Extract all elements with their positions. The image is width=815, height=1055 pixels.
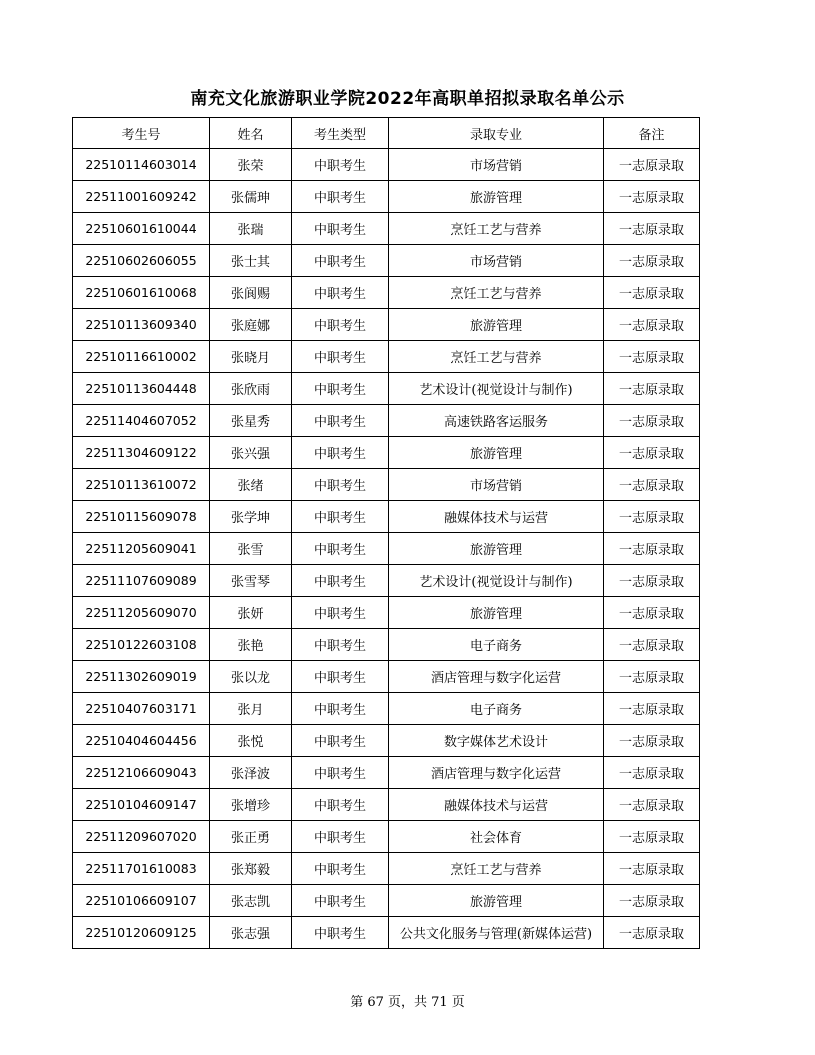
major-cell: 高速铁路客运服务: [389, 405, 604, 437]
table-row: [73, 213, 700, 245]
name-cell: 张荣: [210, 149, 292, 181]
exam-number-cell: 22511701610083: [73, 853, 210, 885]
table-row: [73, 885, 700, 917]
candidate-type-cell: 中职考生: [292, 885, 389, 917]
name-cell: 张欣雨: [210, 373, 292, 405]
exam-number-cell: 22511205609041: [73, 533, 210, 565]
candidate-type-cell: 中职考生: [292, 341, 389, 373]
table-row: [73, 469, 700, 501]
name-cell: 张月: [210, 693, 292, 725]
table-row: [73, 437, 700, 469]
exam-number-cell: 22510113609340: [73, 309, 210, 341]
name-cell: 张雪琴: [210, 565, 292, 597]
remarks-cell: 一志原录取: [604, 629, 700, 661]
name-cell: 张晓月: [210, 341, 292, 373]
name-cell: 张阆赐: [210, 277, 292, 309]
header-major: 录取专业: [389, 118, 604, 149]
header-remarks: 备注: [604, 118, 700, 149]
table-row: [73, 245, 700, 277]
table-row: [73, 149, 700, 181]
exam-number-cell: 22512106609043: [73, 757, 210, 789]
remarks-cell: 一志原录取: [604, 821, 700, 853]
exam-number-cell: 22511205609070: [73, 597, 210, 629]
name-cell: 张瑞: [210, 213, 292, 245]
name-cell: 张志凯: [210, 885, 292, 917]
table-row: [73, 341, 700, 373]
major-cell: 公共文化服务与管理(新媒体运营): [389, 917, 604, 949]
remarks-cell: 一志原录取: [604, 341, 700, 373]
table-row: [73, 725, 700, 757]
remarks-cell: 一志原录取: [604, 309, 700, 341]
major-cell: 旅游管理: [389, 309, 604, 341]
major-cell: 酒店管理与数字化运营: [389, 661, 604, 693]
exam-number-cell: 22510404604456: [73, 725, 210, 757]
name-cell: 张雪: [210, 533, 292, 565]
remarks-cell: 一志原录取: [604, 565, 700, 597]
header-candidate-type: 考生类型: [292, 118, 389, 149]
major-cell: 烹饪工艺与营养: [389, 277, 604, 309]
remarks-cell: 一志原录取: [604, 693, 700, 725]
admission-table: [72, 117, 700, 949]
candidate-type-cell: 中职考生: [292, 533, 389, 565]
table-row: [73, 629, 700, 661]
major-cell: 烹饪工艺与营养: [389, 853, 604, 885]
major-cell: 艺术设计(视觉设计与制作): [389, 373, 604, 405]
table-row: [73, 181, 700, 213]
remarks-cell: 一志原录取: [604, 469, 700, 501]
remarks-cell: 一志原录取: [604, 917, 700, 949]
candidate-type-cell: 中职考生: [292, 437, 389, 469]
table-row: [73, 405, 700, 437]
remarks-cell: 一志原录取: [604, 277, 700, 309]
exam-number-cell: 22510115609078: [73, 501, 210, 533]
table-row: [73, 853, 700, 885]
exam-number-cell: 22510116610002: [73, 341, 210, 373]
major-cell: 旅游管理: [389, 885, 604, 917]
table-row: [73, 757, 700, 789]
exam-number-cell: 22510601610068: [73, 277, 210, 309]
remarks-cell: 一志原录取: [604, 661, 700, 693]
major-cell: 融媒体技术与运营: [389, 789, 604, 821]
exam-number-cell: 22510602606055: [73, 245, 210, 277]
candidate-type-cell: 中职考生: [292, 149, 389, 181]
exam-number-cell: 22510114603014: [73, 149, 210, 181]
table-row: [73, 309, 700, 341]
table-row: [73, 501, 700, 533]
table-row: [73, 597, 700, 629]
remarks-cell: 一志原录取: [604, 405, 700, 437]
exam-number-cell: 22511107609089: [73, 565, 210, 597]
candidate-type-cell: 中职考生: [292, 789, 389, 821]
candidate-type-cell: 中职考生: [292, 661, 389, 693]
major-cell: 数字媒体艺术设计: [389, 725, 604, 757]
exam-number-cell: 22510122603108: [73, 629, 210, 661]
remarks-cell: 一志原录取: [604, 437, 700, 469]
exam-number-cell: 22511304609122: [73, 437, 210, 469]
candidate-type-cell: 中职考生: [292, 629, 389, 661]
major-cell: 市场营销: [389, 469, 604, 501]
candidate-type-cell: 中职考生: [292, 277, 389, 309]
table-row: [73, 821, 700, 853]
name-cell: 张绪: [210, 469, 292, 501]
candidate-type-cell: 中职考生: [292, 181, 389, 213]
name-cell: 张泽波: [210, 757, 292, 789]
remarks-cell: 一志原录取: [604, 149, 700, 181]
candidate-type-cell: 中职考生: [292, 469, 389, 501]
candidate-type-cell: 中职考生: [292, 405, 389, 437]
table-row: [73, 789, 700, 821]
candidate-type-cell: 中职考生: [292, 373, 389, 405]
candidate-type-cell: 中职考生: [292, 501, 389, 533]
major-cell: 酒店管理与数字化运营: [389, 757, 604, 789]
major-cell: 旅游管理: [389, 437, 604, 469]
exam-number-cell: 22510601610044: [73, 213, 210, 245]
table-header-row: [73, 118, 700, 149]
exam-number-cell: 22510113604448: [73, 373, 210, 405]
exam-number-cell: 22510113610072: [73, 469, 210, 501]
remarks-cell: 一志原录取: [604, 213, 700, 245]
name-cell: 张儒珅: [210, 181, 292, 213]
name-cell: 张妍: [210, 597, 292, 629]
name-cell: 张星秀: [210, 405, 292, 437]
exam-number-cell: 22510106609107: [73, 885, 210, 917]
major-cell: 社会体育: [389, 821, 604, 853]
remarks-cell: 一志原录取: [604, 373, 700, 405]
name-cell: 张兴强: [210, 437, 292, 469]
remarks-cell: 一志原录取: [604, 853, 700, 885]
header-exam-number: 考生号: [73, 118, 210, 149]
name-cell: 张增珍: [210, 789, 292, 821]
exam-number-cell: 22510120609125: [73, 917, 210, 949]
remarks-cell: 一志原录取: [604, 245, 700, 277]
major-cell: 市场营销: [389, 149, 604, 181]
name-cell: 张悦: [210, 725, 292, 757]
candidate-type-cell: 中职考生: [292, 565, 389, 597]
candidate-type-cell: 中职考生: [292, 821, 389, 853]
table-row: [73, 693, 700, 725]
major-cell: 电子商务: [389, 693, 604, 725]
candidate-type-cell: 中职考生: [292, 213, 389, 245]
candidate-type-cell: 中职考生: [292, 309, 389, 341]
major-cell: 市场营销: [389, 245, 604, 277]
table-row: [73, 661, 700, 693]
exam-number-cell: 22510104609147: [73, 789, 210, 821]
page-title: 南充文化旅游职业学院2022年高职单招拟录取名单公示: [190, 89, 625, 109]
major-cell: 旅游管理: [389, 597, 604, 629]
header-name: 姓名: [210, 118, 292, 149]
exam-number-cell: 22511001609242: [73, 181, 210, 213]
candidate-type-cell: 中职考生: [292, 757, 389, 789]
exam-number-cell: 22511404607052: [73, 405, 210, 437]
remarks-cell: 一志原录取: [604, 501, 700, 533]
major-cell: 旅游管理: [389, 533, 604, 565]
table-row: [73, 277, 700, 309]
major-cell: 电子商务: [389, 629, 604, 661]
exam-number-cell: 22511209607020: [73, 821, 210, 853]
name-cell: 张艳: [210, 629, 292, 661]
major-cell: 旅游管理: [389, 181, 604, 213]
name-cell: 张学坤: [210, 501, 292, 533]
remarks-cell: 一志原录取: [604, 181, 700, 213]
exam-number-cell: 22511302609019: [73, 661, 210, 693]
name-cell: 张正勇: [210, 821, 292, 853]
name-cell: 张士其: [210, 245, 292, 277]
table-row: [73, 565, 700, 597]
name-cell: 张庭娜: [210, 309, 292, 341]
remarks-cell: 一志原录取: [604, 533, 700, 565]
name-cell: 张志强: [210, 917, 292, 949]
page-footer: 第 67 页，共 71 页: [350, 995, 465, 1010]
candidate-type-cell: 中职考生: [292, 597, 389, 629]
major-cell: 融媒体技术与运营: [389, 501, 604, 533]
candidate-type-cell: 中职考生: [292, 917, 389, 949]
name-cell: 张郑毅: [210, 853, 292, 885]
candidate-type-cell: 中职考生: [292, 245, 389, 277]
major-cell: 烹饪工艺与营养: [389, 213, 604, 245]
name-cell: 张以龙: [210, 661, 292, 693]
major-cell: 艺术设计(视觉设计与制作): [389, 565, 604, 597]
table-row: [73, 373, 700, 405]
candidate-type-cell: 中职考生: [292, 853, 389, 885]
exam-number-cell: 22510407603171: [73, 693, 210, 725]
remarks-cell: 一志原录取: [604, 789, 700, 821]
table-row: [73, 917, 700, 949]
table-row: [73, 533, 700, 565]
candidate-type-cell: 中职考生: [292, 725, 389, 757]
candidate-type-cell: 中职考生: [292, 693, 389, 725]
remarks-cell: 一志原录取: [604, 757, 700, 789]
remarks-cell: 一志原录取: [604, 885, 700, 917]
major-cell: 烹饪工艺与营养: [389, 341, 604, 373]
remarks-cell: 一志原录取: [604, 725, 700, 757]
remarks-cell: 一志原录取: [604, 597, 700, 629]
table-body: [73, 149, 700, 949]
